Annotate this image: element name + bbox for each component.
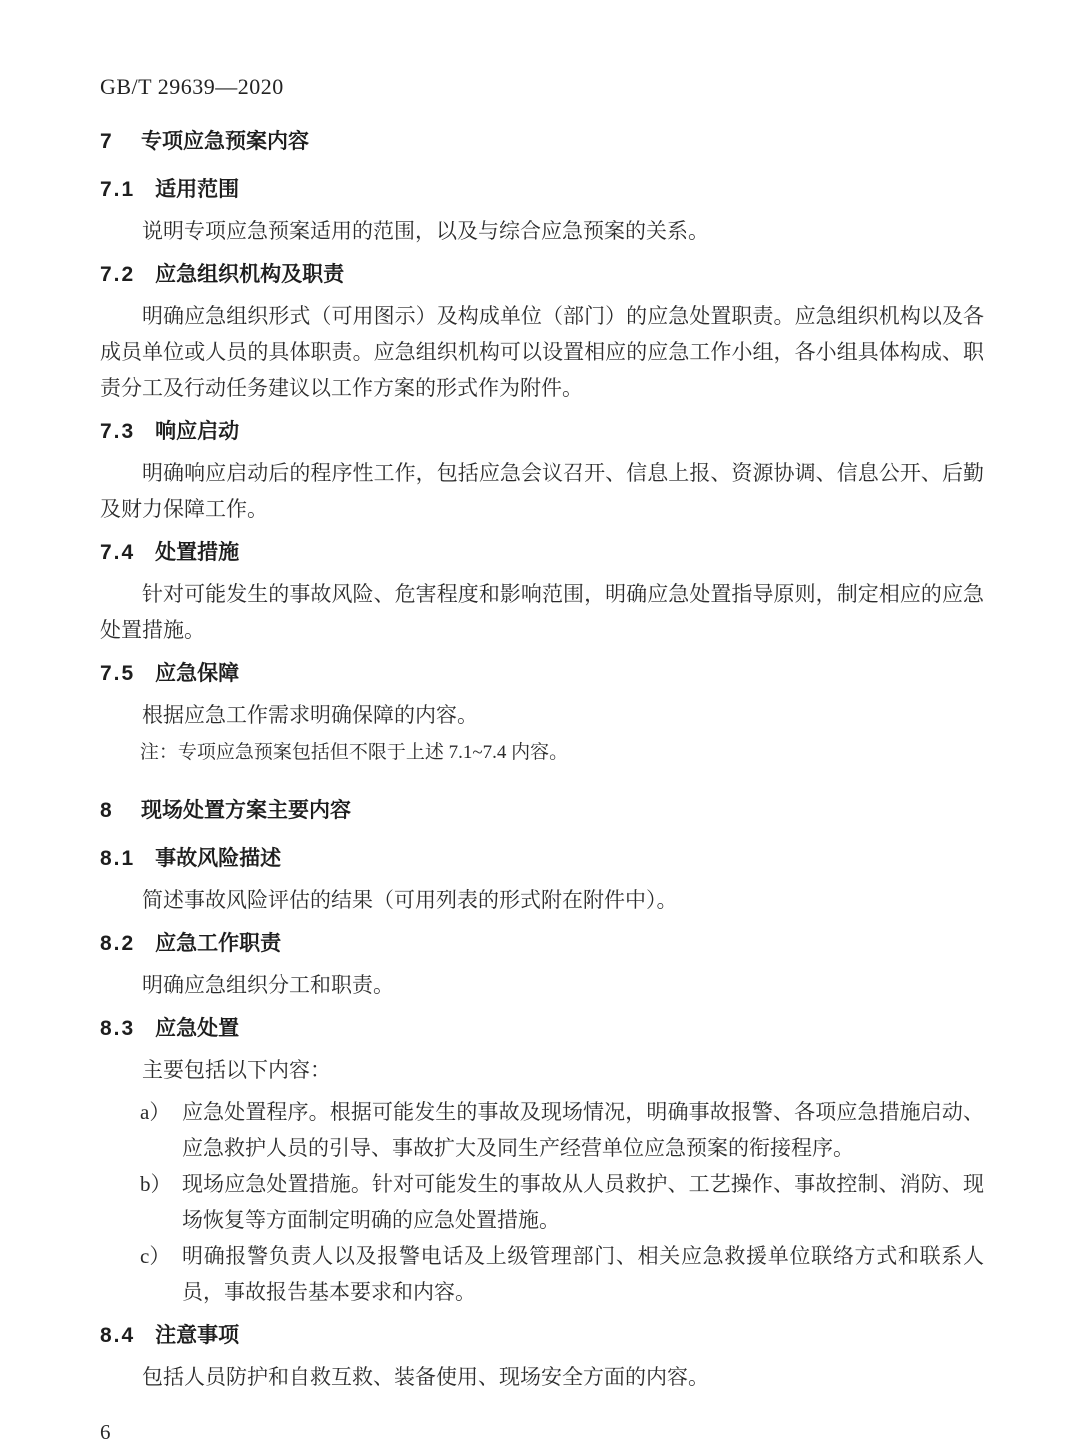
- list-item-text: 应急处置程序。根据可能发生的事故及现场情况，明确事故报警、各项应急措施启动、应急救护人员的引导、事故扩大及同生产经营单位应急预案的衔接程序。: [182, 1100, 984, 1160]
- section-number: 8.3: [100, 1017, 136, 1040]
- section-title: 适用范围: [155, 178, 240, 201]
- body-paragraph: 针对可能发生的事故风险、危害程度和影响范围，明确应急处置指导原则，制定相应的应急处置措施。: [100, 582, 984, 642]
- chapter-number: 8: [100, 799, 113, 822]
- section-number: 7.4: [100, 541, 136, 564]
- body-paragraph: 根据应急工作需求明确保障的内容。: [142, 703, 478, 727]
- note-text: 注：专项应急预案包括但不限于上述 7.1~7.4 内容。: [139, 742, 569, 763]
- section-title: 事故风险描述: [155, 847, 282, 870]
- section-7-4-heading: [100, 539, 984, 567]
- body-paragraph: 包括人员防护和自救互救、装备使用、现场安全方面的内容。: [142, 1365, 709, 1389]
- body-paragraph: 说明专项应急预案适用的范围，以及与综合应急预案的关系。: [142, 219, 709, 243]
- list-item-text: 现场应急处置措施。针对可能发生的事故从人员救护、工艺操作、事故控制、消防、现场恢复等方面制定明确的应急处置措施。: [182, 1172, 984, 1232]
- section-7-5-heading: [100, 660, 984, 688]
- section-number: 8.1: [100, 847, 136, 870]
- section-number: 7.1: [100, 178, 136, 201]
- list-item-text: 明确报警负责人以及报警电话及上级管理部门、相关应急救援单位联络方式和联系人员，事故报告基本要求和内容。: [182, 1244, 984, 1304]
- chapter-title: 专项应急预案内容: [141, 130, 310, 153]
- section-number: 8.4: [100, 1324, 136, 1347]
- section-number: 7.3: [100, 420, 136, 443]
- section-8-4-heading: [100, 1322, 984, 1350]
- section-title: 处置措施: [155, 541, 240, 564]
- body-paragraph: 主要包括以下内容：: [142, 1058, 331, 1082]
- body-paragraph: 简述事故风险评估的结果（可用列表的形式附在附件中）。: [142, 888, 678, 912]
- section-title: 响应启动: [155, 420, 240, 443]
- section-8-2-heading: [100, 930, 984, 958]
- chapter-number: 7: [100, 130, 113, 153]
- section-title: 注意事项: [155, 1324, 240, 1347]
- section-8-1-heading: [100, 845, 984, 873]
- section-number: 7.2: [100, 263, 136, 286]
- chapter-title: 现场处置方案主要内容: [141, 799, 352, 822]
- body-paragraph: 明确应急组织形式（可用图示）及构成单位（部门）的应急处置职责。应急组织机构以及各成员单位或人员的具体职责。应急组织机构可以设置相应的应急工作小组，各小组具体构成、职责分工及行动任务建议以工作方案的形式作为附件。: [100, 304, 984, 400]
- list-marker: c）: [140, 1244, 171, 1268]
- standard-code: GB/T 29639—2020: [100, 74, 284, 99]
- ordered-letter-list: [100, 1094, 984, 1310]
- list-item: [100, 1094, 984, 1166]
- section-title: 应急处置: [155, 1017, 240, 1040]
- section-8-3-heading: [100, 1015, 984, 1043]
- list-marker: b）: [140, 1172, 172, 1196]
- chapter-7-heading: [100, 128, 984, 156]
- page-number: 6: [100, 1420, 111, 1444]
- list-item: [100, 1166, 984, 1238]
- section-number: 7.5: [100, 662, 136, 685]
- section-title: 应急组织机构及职责: [155, 263, 345, 286]
- body-paragraph: 明确应急组织分工和职责。: [142, 973, 394, 997]
- chapter-8-heading: [100, 797, 984, 825]
- section-7-1-heading: [100, 176, 984, 204]
- section-number: 8.2: [100, 932, 136, 955]
- section-7-3-heading: [100, 418, 984, 446]
- section-7-2-heading: [100, 261, 984, 289]
- list-marker: a）: [140, 1100, 171, 1124]
- section-title: 应急工作职责: [155, 932, 282, 955]
- body-paragraph: 明确响应启动后的程序性工作，包括应急会议召开、信息上报、资源协调、信息公开、后勤及财力保障工作。: [100, 461, 984, 521]
- section-title: 应急保障: [155, 662, 240, 685]
- list-item: [100, 1238, 984, 1310]
